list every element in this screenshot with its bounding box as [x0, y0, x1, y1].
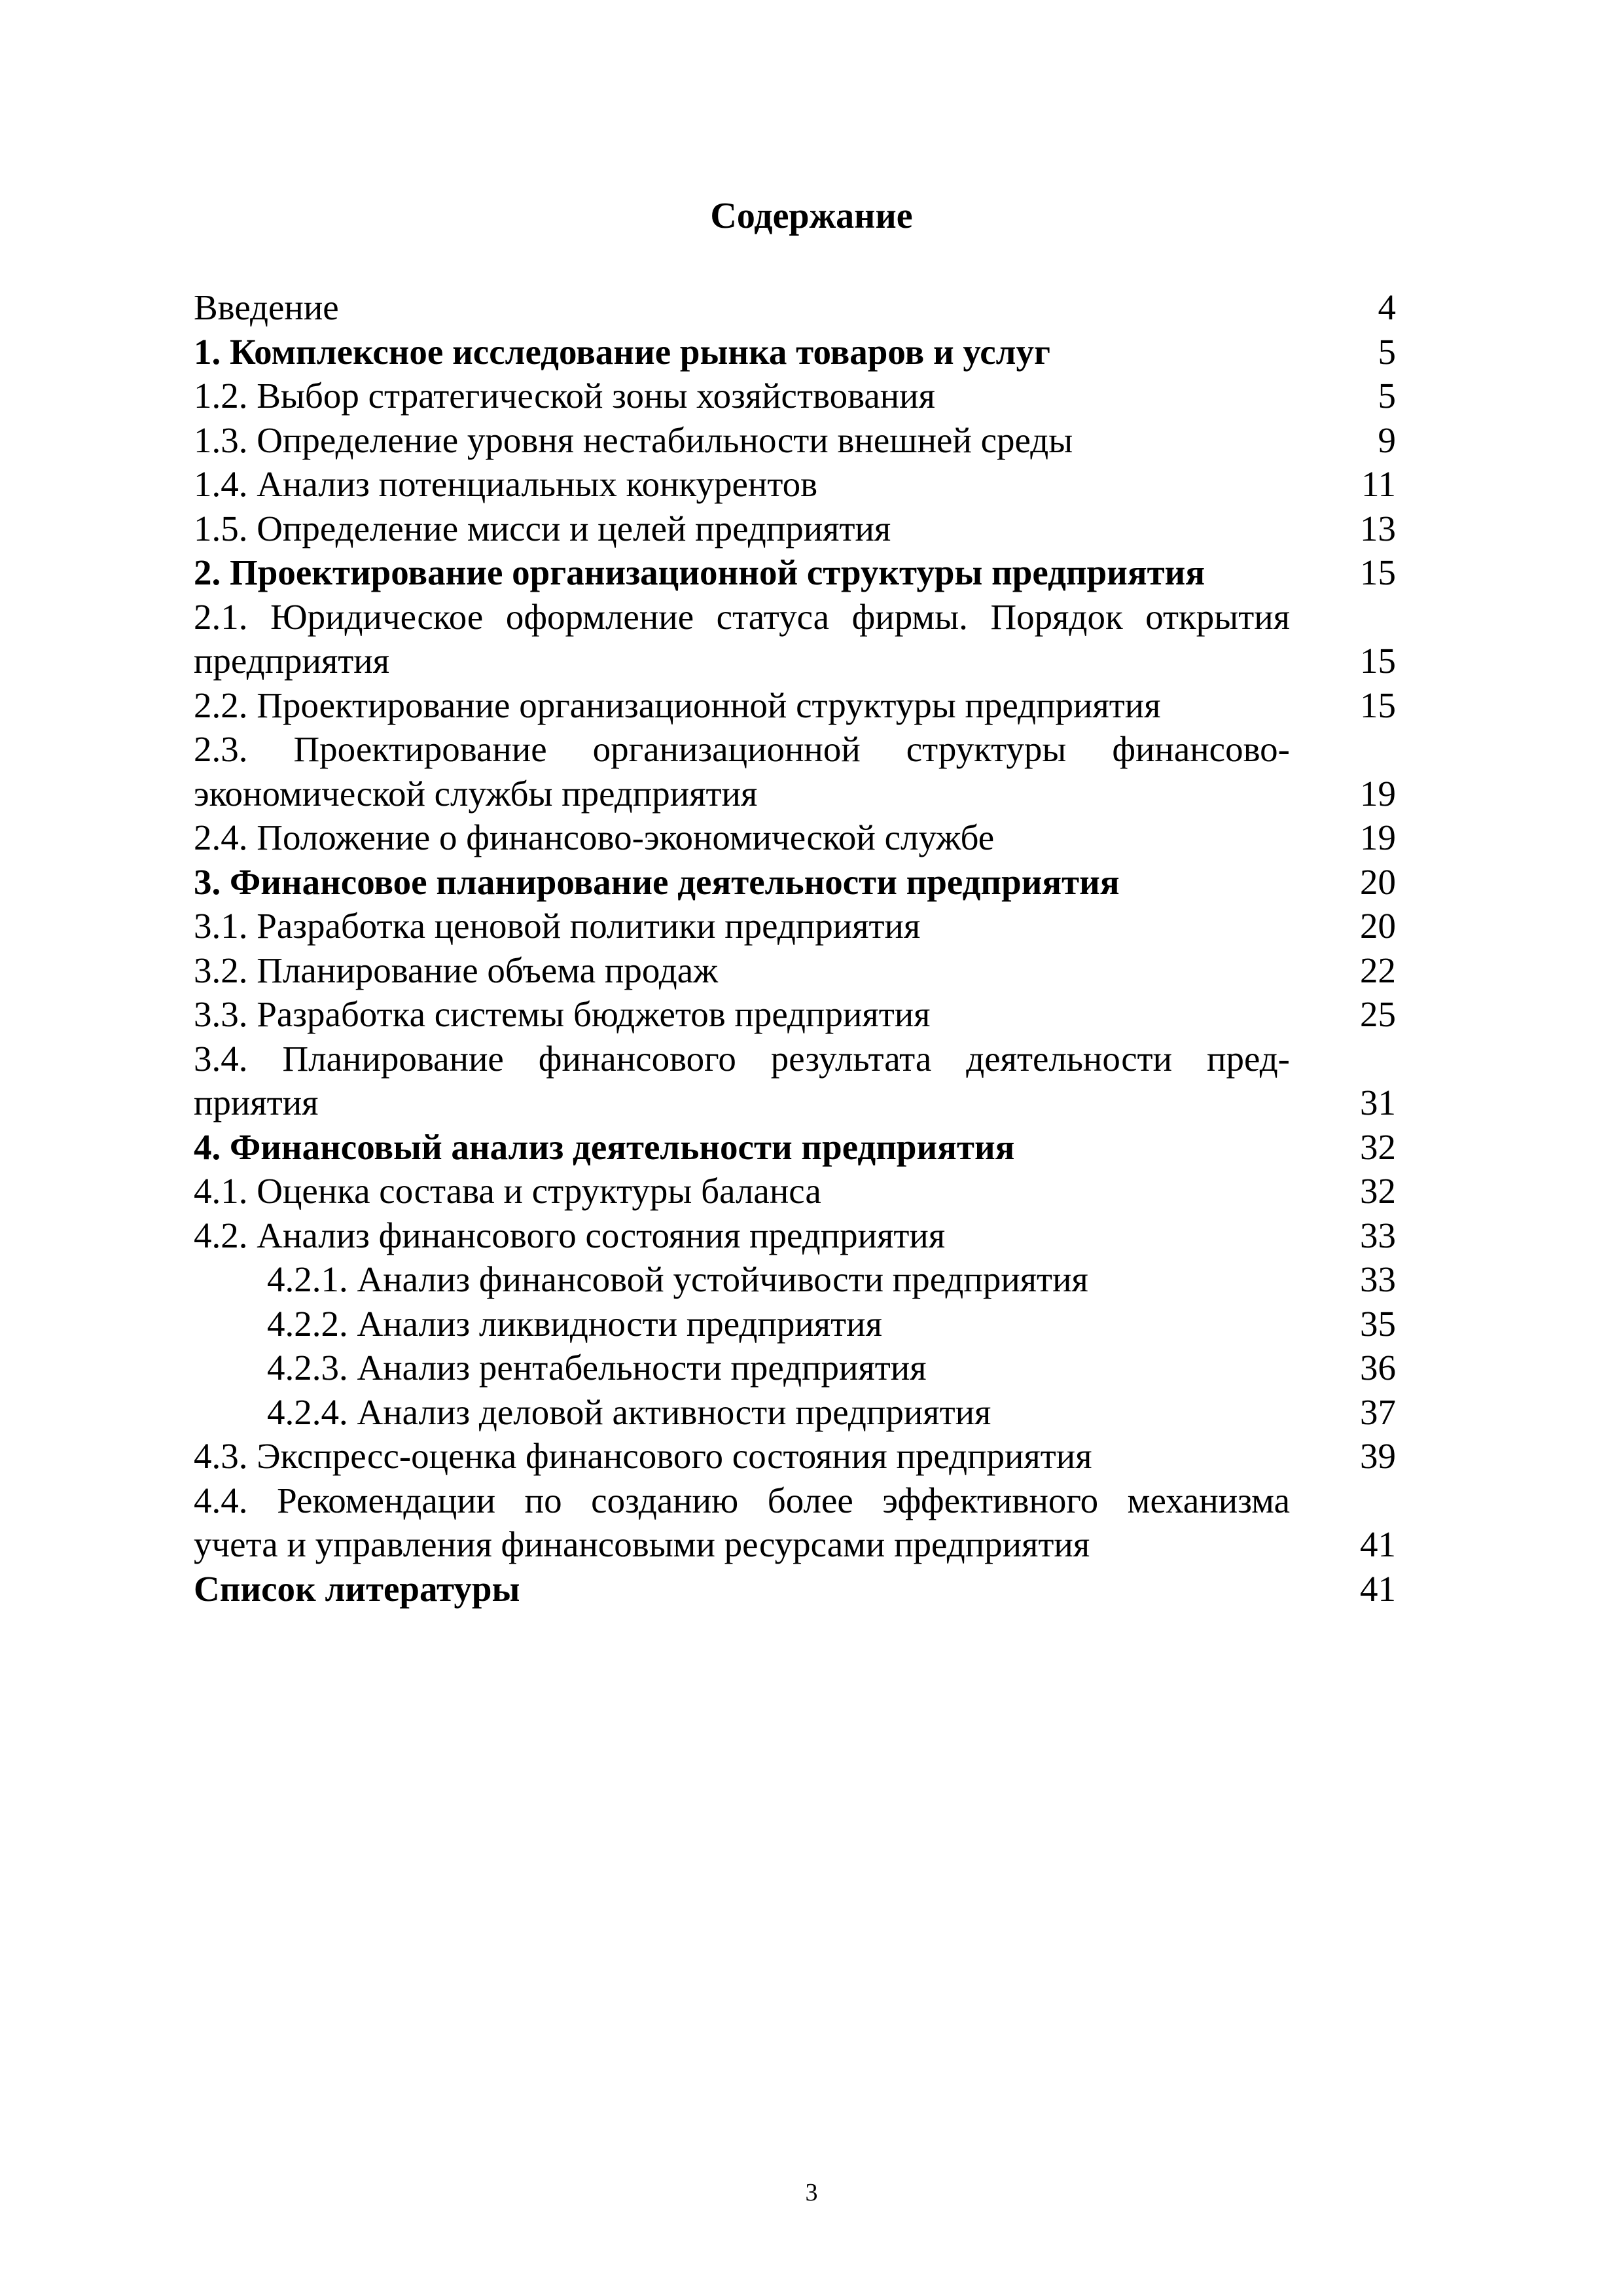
toc-entry-text: 2. Проектирование организационной структуры предприятия	[194, 552, 1205, 592]
toc-entry-3-1[interactable]	[194, 904, 1396, 948]
toc-entry-page: 15	[1360, 685, 1396, 725]
toc-entry-page: 33	[1360, 1259, 1396, 1299]
toc-entry-4-3[interactable]	[194, 1434, 1396, 1479]
toc-entry-text: приятия	[194, 1083, 319, 1122]
toc-entry-page: 31	[1360, 1083, 1396, 1122]
toc-entry-page: 15	[1360, 641, 1396, 681]
toc-entry-page: 20	[1360, 906, 1396, 946]
toc-entry-page: 13	[1360, 508, 1396, 548]
table-of-contents	[194, 285, 1396, 1611]
toc-entry-text: 2.4. Положение о финансово-экономической службе	[194, 817, 995, 857]
toc-entry-1-4[interactable]	[194, 462, 1396, 507]
toc-entry-2-1-continued[interactable]	[194, 639, 1396, 683]
toc-entry-4-2-1[interactable]	[194, 1257, 1396, 1302]
toc-entry-4-2[interactable]	[194, 1213, 1396, 1258]
toc-entry-page: 37	[1360, 1391, 1396, 1432]
toc-entry-2-2[interactable]	[194, 683, 1396, 728]
toc-entry-page: 41	[1360, 1568, 1396, 1609]
toc-entry-text: 4.4. Рекомендации по созданию более эффективного механизма	[194, 1480, 1290, 1520]
toc-entry-3-3[interactable]	[194, 992, 1396, 1037]
toc-entry-text: 3.3. Разработка системы бюджетов предприятия	[194, 994, 931, 1034]
toc-entry-page: 36	[1360, 1348, 1396, 1388]
toc-entry-text: 2.1. Юридическое оформление статуса фирмы. Порядок открытия	[194, 596, 1290, 637]
toc-entry-text: Введение	[194, 287, 339, 327]
toc-entry-page: 11	[1361, 464, 1396, 504]
toc-entry-text: 3.1. Разработка ценовой политики предприятия	[194, 906, 921, 946]
toc-entry-text: 1.5. Определение мисси и целей предприятия	[194, 508, 891, 548]
toc-entry-page: 32	[1360, 1171, 1396, 1211]
toc-entry-1-2[interactable]	[194, 374, 1396, 418]
toc-entry-3-4[interactable]	[194, 1037, 1396, 1081]
toc-entry-text: предприятия	[194, 641, 390, 681]
toc-entry-page: 35	[1360, 1303, 1396, 1344]
toc-entry-3-4-continued[interactable]	[194, 1081, 1396, 1125]
toc-entry-4-1[interactable]	[194, 1169, 1396, 1213]
toc-section-2[interactable]	[194, 550, 1396, 595]
toc-entry-4-4[interactable]	[194, 1479, 1396, 1523]
page-title: Содержание	[710, 196, 913, 236]
toc-entry-2-1[interactable]	[194, 595, 1396, 639]
page-number: 3	[805, 2179, 818, 2206]
toc-entry-2-3-continued[interactable]	[194, 772, 1396, 816]
toc-entry-1-5[interactable]	[194, 507, 1396, 551]
toc-section-1[interactable]	[194, 330, 1396, 374]
toc-entry-text: 1. Комплексное исследование рынка товаров и услуг	[194, 331, 1050, 372]
toc-entry-3-2[interactable]	[194, 948, 1396, 993]
toc-entry-text: 1.2. Выбор стратегической зоны хозяйствования	[194, 376, 935, 416]
toc-entry-page: 22	[1360, 950, 1396, 990]
toc-entry-page: 15	[1360, 552, 1396, 592]
toc-entry-page: 41	[1360, 1524, 1396, 1564]
toc-entry-text: 4.3. Экспресс-оценка финансового состояния предприятия	[194, 1436, 1092, 1476]
toc-entry-text: 3. Финансовое планирование деятельности предприятия	[194, 861, 1120, 902]
toc-entry-2-4[interactable]	[194, 816, 1396, 860]
toc-section-4[interactable]	[194, 1125, 1396, 1170]
toc-entry-text: 3.4. Планирование финансового результата деятельности пред-	[194, 1038, 1290, 1079]
toc-entry-4-2-2[interactable]	[194, 1302, 1396, 1346]
toc-entry-page: 19	[1360, 773, 1396, 814]
toc-entry-page: 5	[1378, 331, 1396, 372]
toc-entry-text: 1.3. Определение уровня нестабильности внешней среды	[194, 420, 1073, 460]
toc-entry-text: 2.2. Проектирование организационной структуры предприятия	[194, 685, 1161, 725]
toc-entry-1-3[interactable]	[194, 418, 1396, 463]
toc-entry-page: 25	[1360, 994, 1396, 1034]
toc-entry-text: 4.2.1. Анализ финансовой устойчивости предприятия	[267, 1259, 1088, 1299]
toc-entry-text: учета и управления финансовыми ресурсами предприятия	[194, 1524, 1090, 1564]
toc-entry-4-2-4[interactable]	[194, 1390, 1396, 1435]
toc-entry-page: 39	[1360, 1436, 1396, 1476]
toc-entry-text: 3.2. Планирование объема продаж	[194, 950, 719, 990]
toc-entry-text: 1.4. Анализ потенциальных конкурентов	[194, 464, 818, 504]
toc-entry-bibliography[interactable]	[194, 1567, 1396, 1611]
toc-entry-page: 33	[1360, 1215, 1396, 1255]
toc-section-3[interactable]	[194, 860, 1396, 905]
toc-entry-text: Список литературы	[194, 1568, 520, 1609]
toc-entry-text: 4.1. Оценка состава и структуры баланса	[194, 1171, 821, 1211]
toc-entry-page: 5	[1378, 376, 1396, 416]
toc-entry-page: 4	[1378, 287, 1396, 327]
toc-entry-text: экономической службы предприятия	[194, 773, 758, 814]
toc-entry-text: 2.3. Проектирование организационной структуры финансово-	[194, 729, 1290, 769]
toc-entry-4-2-3[interactable]	[194, 1346, 1396, 1390]
toc-entry-4-4-continued[interactable]	[194, 1522, 1396, 1567]
toc-entry-introduction[interactable]	[194, 285, 1396, 330]
toc-entry-2-3[interactable]	[194, 727, 1396, 772]
toc-entry-page: 19	[1360, 817, 1396, 857]
toc-entry-text: 4.2.3. Анализ рентабельности предприятия	[267, 1348, 927, 1388]
toc-entry-text: 4.2. Анализ финансового состояния предприятия	[194, 1215, 946, 1255]
toc-entry-text: 4.2.2. Анализ ликвидности предприятия	[267, 1303, 882, 1344]
toc-entry-page: 9	[1378, 420, 1396, 460]
toc-entry-page: 20	[1360, 861, 1396, 902]
toc-entry-page: 32	[1360, 1126, 1396, 1167]
toc-entry-text: 4. Финансовый анализ деятельности предприятия	[194, 1126, 1015, 1167]
toc-entry-text: 4.2.4. Анализ деловой активности предприятия	[267, 1391, 991, 1432]
